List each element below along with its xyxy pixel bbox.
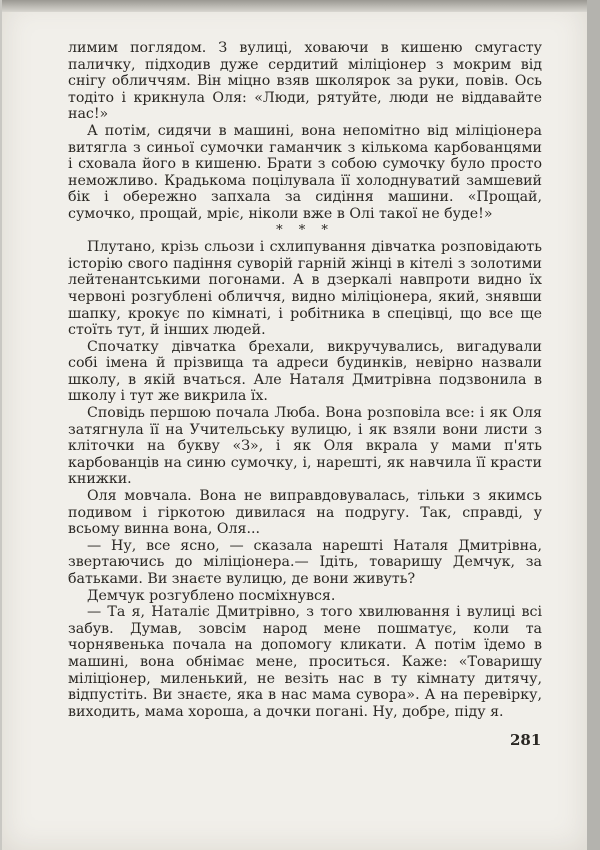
scan-right-edge [587,0,600,850]
section-separator: * * * [276,222,334,238]
paragraph: Плутано, крізь сльози і схлипування дівчатка розповідають історію свого падіння суворій гарній жінці в кітелі з золотими лейтенантськими погонами. А в дзеркалі навпроти видно їх червоні розгублені обличчя, видно міліціонера, який, знявши шапку, крокує по кімнаті, і робітника в спецівці, що все ще стоїть тут, й інших людей. [68,239,542,339]
paragraph: Демчук розгублено посміхнувся. [87,587,336,604]
paragraph: Спочатку дівчатка брехали, викручувались, вигадували собі імена й прізвища та адреси будинків, невірно назвали школу, в якій вчаться. Але Наталя Дмитрівна подзвонила в школу і тут же викрила їх. [68,338,542,405]
book-page [2,0,587,850]
paragraph: — Ну, все ясно, — сказала нарешті Наталя Дмитрівна, звертаючись до міліціонера.— Ідіть, товаришу Демчук, за батьками. Ви знаєте вулицю, де вони живуть? [68,537,542,587]
paragraph: лимим поглядом. З вулиці, ховаючи в кишеню смугасту паличку, підходив дуже сердитий міліціонер з мокрим від снігу обличчям. Він міцно взяв школярок за руки, повів. Ось тодіто і крикнула Оля: «Люди, рятуйте, люди не віддавайте нас!» [68,40,542,123]
page-number: 281 [510,731,542,749]
paragraph: — Та я, Наталіє Дмитрівно, з того хвилювання і вулиці всі забув. Думав, зовсім народ мене пошматує, коли та чорнявенька почала на допомогу кликати. А потім їдемо в машині, вона обнімає мене, проситься. Каже: «Товаришу міліціонер, миленький, не везіть нас в ту кімнату дитячу, відпустіть. Ви знаєте, яка в нас мама сувора». А на перевірку, виходить, мама хороша, а дочки погані. Ну, добре, піду я. [68,604,542,720]
paragraph: Сповідь першою почала Люба. Вона розповіла все: і як Оля затягнула її на Учительську вулицю, і як взяли вони листи з кліточки на букву «З», і як Оля вкрала у мами п'ять карбованців на синю сумочку, і, нарешті, як навчила її красти книжки. [68,405,542,488]
paragraph: Оля мовчала. Вона не виправдовувалась, тільки з якимсь подивом і гіркотою дивилася на подругу. Так, справді, у всьому винна вона, Оля... [68,488,542,538]
scan-top-edge [2,0,587,12]
body-text [68,40,542,720]
paragraph: А потім, сидячи в машині, вона непомітно від міліціонера витягла з синьої сумочки гаманчик з кількома карбованцями і сховала його в кишеню. Брати з собою сумочку було просто неможливо. Крадькома поцілувала її холоднуватий замшевий бік і обережно запхала за сидіння машини. «Прощай, сумочко, прощай, мріє, ніколи вже в Олі такої не буде!» [68,122,542,222]
